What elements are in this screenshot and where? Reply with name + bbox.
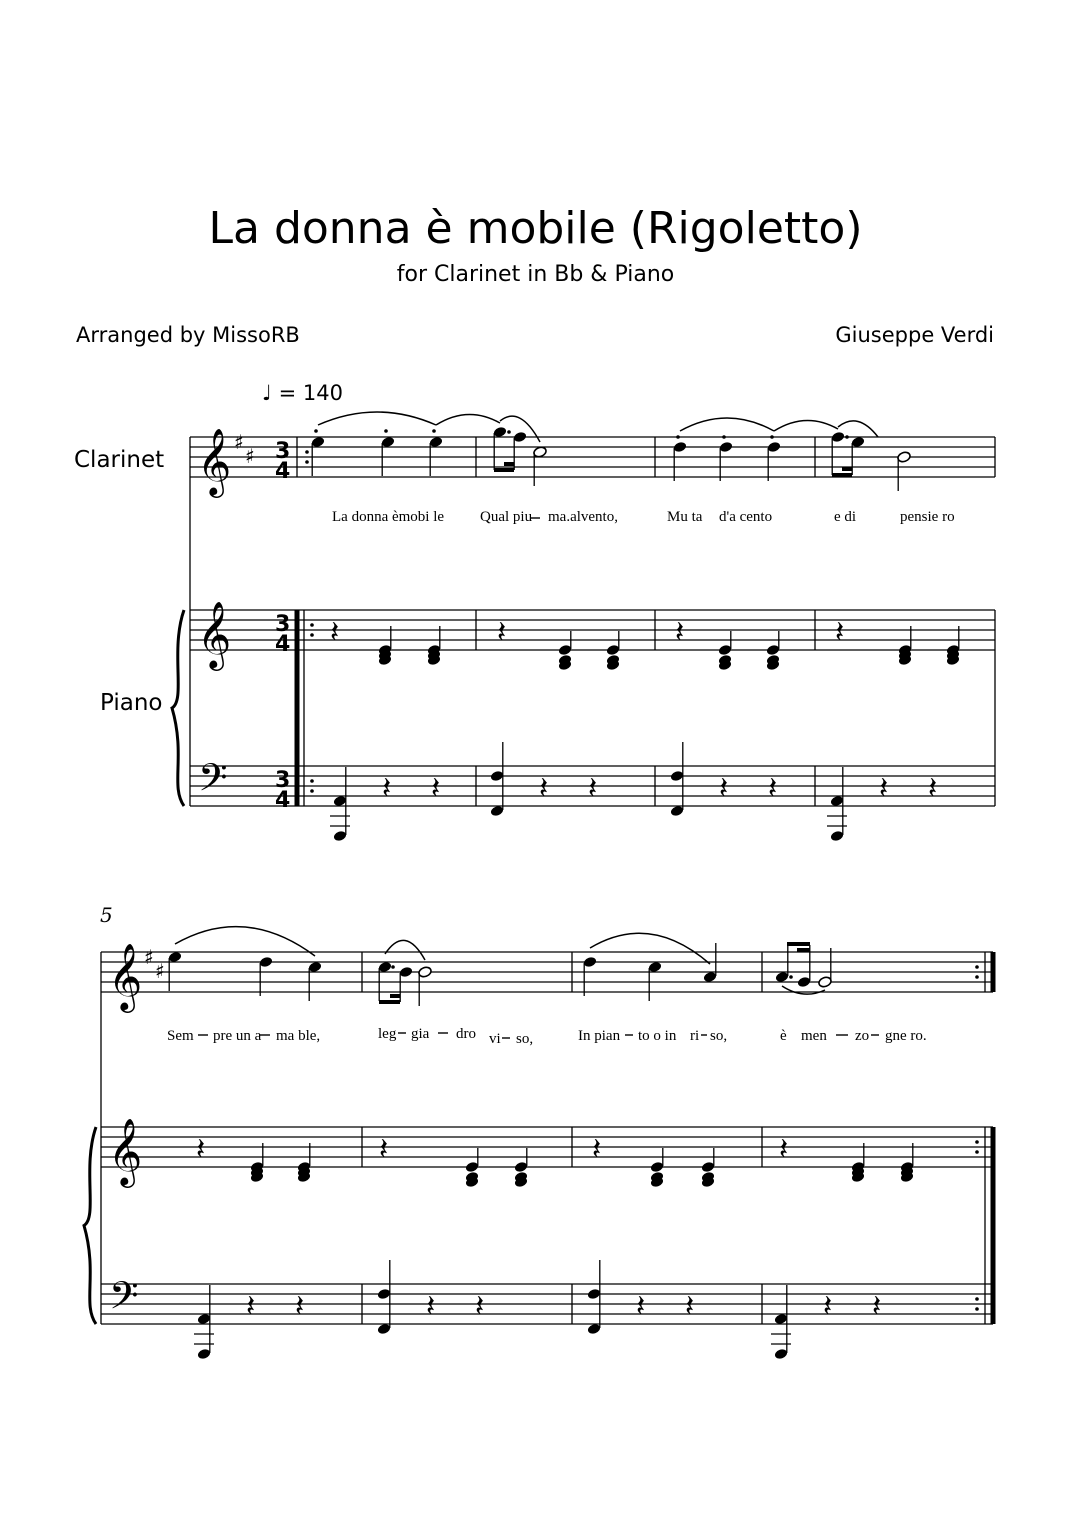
note-head [606, 644, 621, 657]
note-head [774, 1313, 789, 1326]
slur [838, 421, 878, 437]
lyric-syllable: zo [855, 1028, 870, 1044]
note-head [377, 1288, 392, 1301]
quarter-rest: 𝄽 [246, 1289, 256, 1324]
note-head [703, 971, 718, 984]
sharp-sign: ♯ [155, 959, 165, 983]
note-head [719, 441, 734, 454]
quarter-rest: 𝄽 [928, 771, 938, 806]
note-head [533, 446, 548, 459]
repeat-dot [975, 965, 979, 969]
slur [318, 412, 436, 425]
slur [680, 418, 774, 431]
note-head [333, 795, 348, 808]
quarter-rest: 𝄽 [685, 1289, 695, 1324]
repeat-dot [310, 633, 314, 637]
repeat-dot [975, 1297, 979, 1301]
quarter-rest: 𝄽 [539, 771, 549, 806]
note-head [673, 441, 688, 454]
note-head [851, 436, 866, 449]
repeat-dot [310, 779, 314, 783]
lyric-syllable: vi [489, 1031, 501, 1047]
quarter-rest: 𝄽 [431, 771, 441, 806]
clarinet-label: Clarinet [74, 447, 165, 473]
quarter-rest: 𝄽 [382, 771, 392, 806]
quarter-rest: 𝄽 [768, 771, 778, 806]
time-signature-numerator: 3 [275, 612, 291, 637]
quarter-rest: 𝄽 [588, 771, 598, 806]
note-head [514, 1161, 529, 1174]
time-signature-numerator: 3 [275, 768, 291, 793]
repeat-dot [975, 1140, 979, 1144]
quarter-rest: 𝄽 [295, 1289, 305, 1324]
lyric-syllable: pensie ro [900, 509, 955, 525]
time-signature-denominator: 4 [275, 788, 291, 813]
slur [385, 940, 425, 960]
lyric-syllable: La donna èmobi le [332, 509, 445, 525]
augmentation-dot [789, 975, 793, 979]
sharp-sign: ♯ [245, 444, 255, 468]
note-head [333, 830, 348, 843]
quarter-rest: 𝄽 [779, 1132, 789, 1167]
note-head [168, 951, 183, 964]
sharp-sign: ♯ [144, 945, 154, 969]
note-head [767, 441, 782, 454]
note-head [718, 644, 733, 657]
measure-number: 5 [100, 903, 113, 927]
quarter-rest: 𝄽 [426, 1289, 436, 1324]
quarter-rest: 𝄽 [475, 1289, 485, 1324]
quarter-rest: 𝄽 [592, 1132, 602, 1167]
note-head [587, 1288, 602, 1301]
note-head [587, 1323, 602, 1336]
lyric-syllable: men [801, 1028, 827, 1044]
lyric-syllable: so, [516, 1031, 534, 1047]
note-head [830, 795, 845, 808]
sharp-sign: ♯ [234, 430, 244, 454]
staccato-dot [384, 429, 388, 433]
note-head [701, 1161, 716, 1174]
lyric-syllable: pre un a [213, 1028, 262, 1044]
lyric-syllable: d'a cento [719, 509, 773, 525]
note-head [830, 830, 845, 843]
note-head [490, 805, 505, 818]
note-head [490, 770, 505, 783]
score-title: La donna è mobile (Rigoletto) [208, 203, 863, 254]
slur [774, 420, 838, 431]
note-head [493, 426, 508, 439]
note-head [650, 1161, 665, 1174]
treble-clef: 𝄞 [108, 942, 143, 1010]
time-signature-denominator: 4 [275, 459, 291, 484]
piano-brace [172, 610, 184, 806]
note-head [670, 805, 685, 818]
score-subtitle: for Clarinet in Bb & Piano [396, 262, 675, 287]
piano-brace [84, 1127, 96, 1324]
repeat-dot [975, 975, 979, 979]
note-head [513, 431, 528, 444]
augmentation-dot [845, 435, 849, 439]
time-signature-denominator: 4 [275, 632, 291, 657]
note-head [259, 956, 274, 969]
quarter-rest: 𝄽 [497, 615, 507, 650]
note-head [831, 431, 846, 444]
lyric-syllable: Mu ta [667, 509, 703, 525]
bass-clef: 𝄢 [109, 1273, 139, 1327]
lyric-syllable: dro [456, 1026, 476, 1042]
note-head [418, 966, 433, 979]
note-head [774, 1348, 789, 1361]
augmentation-dot [391, 965, 395, 969]
note-head [377, 1323, 392, 1336]
note-head [308, 961, 323, 974]
slur [436, 414, 500, 425]
lyric-syllable: ma ble, [276, 1028, 321, 1044]
composer-credit: Giuseppe Verdi [835, 323, 994, 347]
treble-clef: 𝄞 [197, 427, 232, 495]
repeat-dot [305, 450, 309, 454]
tempo-marking: ♩ = 140 [262, 381, 343, 405]
lyric-syllable: Qual piu [480, 509, 533, 525]
quarter-rest: 𝄽 [636, 1289, 646, 1324]
repeat-dot [305, 460, 309, 464]
quarter-rest: 𝄽 [330, 615, 340, 650]
staccato-dot [676, 435, 680, 439]
note-head [311, 436, 326, 449]
note-head [558, 644, 573, 657]
piano-label: Piano [100, 690, 163, 716]
repeat-dot [975, 1150, 979, 1154]
quarter-rest: 𝄽 [835, 615, 845, 650]
quarter-rest: 𝄽 [675, 615, 685, 650]
note-head [399, 966, 414, 979]
lyric-syllable: gia [411, 1026, 430, 1042]
quarter-rest: 𝄽 [379, 1132, 389, 1167]
lyric-syllable: so, [710, 1028, 728, 1044]
note-head [797, 976, 812, 989]
treble-clef: 𝄞 [197, 600, 232, 668]
arranger-credit: Arranged by MissoRB [76, 323, 300, 347]
quarter-rest: 𝄽 [196, 1132, 206, 1167]
note-head [429, 436, 444, 449]
time-signature-numerator: 3 [275, 439, 291, 464]
repeat-dot [310, 789, 314, 793]
treble-clef: 𝄞 [108, 1117, 143, 1185]
lyric-syllable: In pian [578, 1028, 621, 1044]
lyric-syllable: ma.alvento, [548, 509, 618, 525]
note-head [378, 961, 393, 974]
staccato-dot [314, 429, 318, 433]
lyric-syllable: leg [378, 1026, 397, 1042]
note-head [818, 976, 833, 989]
note-head [897, 451, 912, 464]
augmentation-dot [507, 430, 511, 434]
slur [782, 986, 825, 994]
repeat-dot [310, 623, 314, 627]
lyric-syllable: ri [690, 1028, 700, 1044]
quarter-rest: 𝄽 [879, 771, 889, 806]
note-head [583, 956, 598, 969]
lyric-syllable: e di [834, 509, 857, 525]
note-head [766, 644, 781, 657]
note-head [670, 770, 685, 783]
repeat-dot [975, 1307, 979, 1311]
slur [590, 933, 710, 964]
lyric-syllable: Sem [167, 1028, 194, 1044]
bass-clef: 𝄢 [198, 755, 228, 809]
quarter-rest: 𝄽 [872, 1289, 882, 1324]
note-head [381, 436, 396, 449]
note-head [648, 961, 663, 974]
quarter-rest: 𝄽 [823, 1289, 833, 1324]
note-head [197, 1348, 212, 1361]
note-head [465, 1161, 480, 1174]
lyric-syllable: è [780, 1028, 787, 1044]
lyric-syllable: to o in [638, 1028, 677, 1044]
staccato-dot [770, 435, 774, 439]
note-head [775, 971, 790, 984]
note-head [197, 1313, 212, 1326]
staccato-dot [722, 435, 726, 439]
lyric-syllable: gne ro. [885, 1028, 927, 1044]
staccato-dot [432, 429, 436, 433]
quarter-rest: 𝄽 [719, 771, 729, 806]
